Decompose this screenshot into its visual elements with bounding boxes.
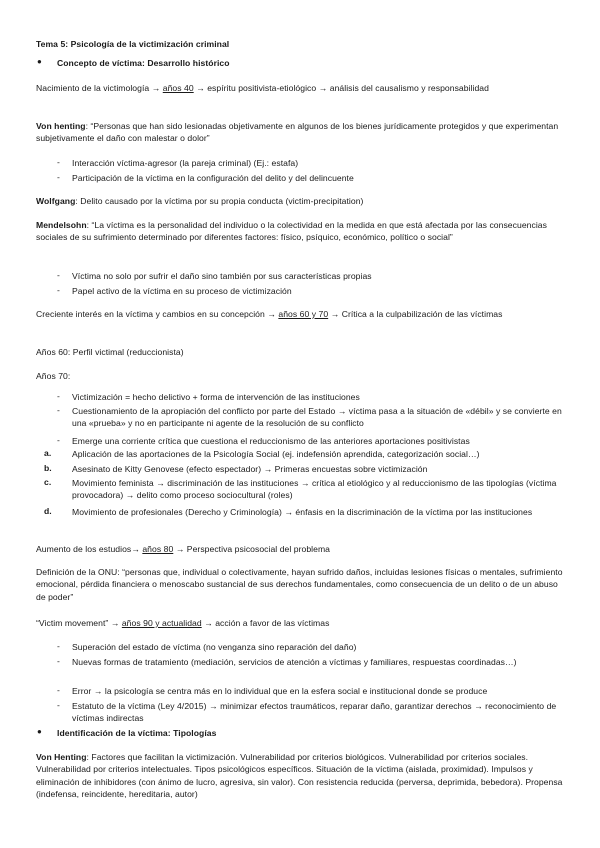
section-heading-concepto: Concepto de víctima: Desarrollo histórico xyxy=(57,58,230,68)
dash-marker: - xyxy=(57,656,60,666)
list-letter: a. xyxy=(44,448,52,458)
bullet-icon: ● xyxy=(37,727,42,736)
period-label: años 90 y actualidad xyxy=(121,618,202,628)
paragraph-von-henting-tipologias: Von Henting: Factores que facilitan la victimización. Vulnerabilidad por criterios biológicos. Vulnerabilidad por criterios sociales. Vulnerabilidad por criterios intelectuales. Tipos psicológicos específicos. Situación de la víctima (aislada, proximidad). Impulsos y eliminación de inhibidores (con ánimo de lucro, agresiva, sin valor). Con resistencia reducida (perversa, deprimida, bebedora). Propensa (indefensa, reincidente, hereditaria, autor) xyxy=(36,752,563,800)
period-label: años 60 y 70 xyxy=(278,309,329,319)
period-label: años 80 xyxy=(142,544,174,554)
list-letter: c. xyxy=(44,477,52,487)
sub-list-item: Aplicación de las aportaciones de la Psicología Social (ej. indefensión aprendida, categorización social…) xyxy=(72,449,480,459)
dash-marker: - xyxy=(57,172,60,182)
author-name: Von Henting xyxy=(36,752,87,762)
paragraph-definicion-onu: Definición de la ONU: “personas que, individual o colectivamente, hayan sufrido daños, incluidas lesiones físicas o mentales, sufrimiento emocional, pérdida financiera o menoscabo sustancial de sus derechos fundamentales, como consecuencia de un delito o de un abuso de poder” xyxy=(36,567,563,602)
author-name: Mendelsohn xyxy=(36,220,87,230)
sub-list-item: Movimiento feminista → discriminación de las instituciones → crítica al etiológico y al reduccionismo de las tipologías (víctima provocadora) → delito como proceso sociocultural (roles) xyxy=(72,478,557,501)
dash-marker: - xyxy=(57,685,60,695)
paragraph-von-henting: Von henting: “Personas que han sido lesionadas objetivamente en algunos de los bienes jurídicamente protegidos y que experimentan subjetivamente el daño con malestar o dolor” xyxy=(36,121,559,144)
list-item: Emerge una corriente crítica que cuestiona el reduccionismo de las anteriores aportaciones positivistas xyxy=(72,436,470,446)
list-item: Papel activo de la víctima en su proceso de victimización xyxy=(72,286,292,296)
dash-marker: - xyxy=(57,157,60,167)
bullet-icon: ● xyxy=(37,57,42,66)
paragraph-creciente-interes: Creciente interés en la víctima y cambios en su concepción → años 60 y 70 → Crítica a la culpabilización de las víctimas xyxy=(36,309,503,319)
dash-marker: - xyxy=(57,405,60,415)
list-item: Participación de la víctima en la configuración del delito y del delincuente xyxy=(72,173,354,183)
list-item: Interacción víctima-agresor (la pareja criminal) (Ej.: estafa) xyxy=(72,158,299,168)
list-item: Victimización = hecho delictivo + forma de intervención de las instituciones xyxy=(72,392,360,402)
author-name: Wolfgang xyxy=(36,196,76,206)
list-item: Estatuto de la víctima (Ley 4/2015) → minimizar efectos traumáticos, reparar daño, garantizar derechos → reconocimiento de víctimas indirectas xyxy=(72,701,557,724)
paragraph-victim-movement: “Victim movement” → años 90 y actualidad → acción a favor de las víctimas xyxy=(36,618,330,628)
paragraph-anos-70: Años 70: xyxy=(36,371,71,381)
list-item: Víctima no solo por sufrir el daño sino también por sus características propias xyxy=(72,271,372,281)
list-item: Cuestionamiento de la apropiación del conflicto por parte del Estado → víctima pasa a la situación de «débil» y se convierte en una «prueba» y no en participante ni agente de la resolución de su conflicto xyxy=(72,406,562,429)
dash-marker: - xyxy=(57,435,60,445)
author-name: Von henting xyxy=(36,121,86,131)
sub-list-item: Movimiento de profesionales (Derecho y Criminología) → énfasis en la discriminación de la víctima por las instituciones xyxy=(72,507,533,517)
paragraph-nacimiento: Nacimiento de la victimología → años 40 → espíritu positivista-etiológico → análisis del causalismo y responsabilidad xyxy=(36,83,489,93)
document-title: Tema 5: Psicología de la victimización criminal xyxy=(36,39,230,49)
paragraph-wolfgang: Wolfgang: Delito causado por la víctima por su propia conducta (victim-precipitation) xyxy=(36,196,364,206)
dash-marker: - xyxy=(57,285,60,295)
sub-list-item: Asesinato de Kitty Genovese (efecto espectador) → Primeras encuestas sobre victimización xyxy=(72,464,428,474)
list-item: Nuevas formas de tratamiento (mediación, servicios de atención a víctimas y familiares, respuestas coordinadas…) xyxy=(72,657,517,667)
dash-marker: - xyxy=(57,700,60,710)
list-item: Error → la psicología se centra más en lo individual que en la esfera social e institucional donde se produce xyxy=(72,686,488,696)
section-heading-tipologias: Identificación de la víctima: Tipologías xyxy=(57,728,217,738)
paragraph-aumento-estudios: Aumento de los estudios→ años 80 → Perspectiva psicosocial del problema xyxy=(36,544,330,554)
dash-marker: - xyxy=(57,641,60,651)
list-letter: d. xyxy=(44,506,52,516)
dash-marker: - xyxy=(57,391,60,401)
paragraph-anos-60: Años 60: Perfil victimal (reduccionista) xyxy=(36,347,184,357)
paragraph-mendelsohn: Mendelsohn: “La víctima es la personalidad del individuo o la colectividad en la medida en que está afectada por las consecuencias sociales de su sufrimiento determinado por diferentes factores: físico, psíquico, económico, político o social” xyxy=(36,220,547,243)
list-item: Superación del estado de víctima (no venganza sino reparación del daño) xyxy=(72,642,357,652)
dash-marker: - xyxy=(57,270,60,280)
list-letter: b. xyxy=(44,463,52,473)
period-label: años 40 xyxy=(162,83,194,93)
